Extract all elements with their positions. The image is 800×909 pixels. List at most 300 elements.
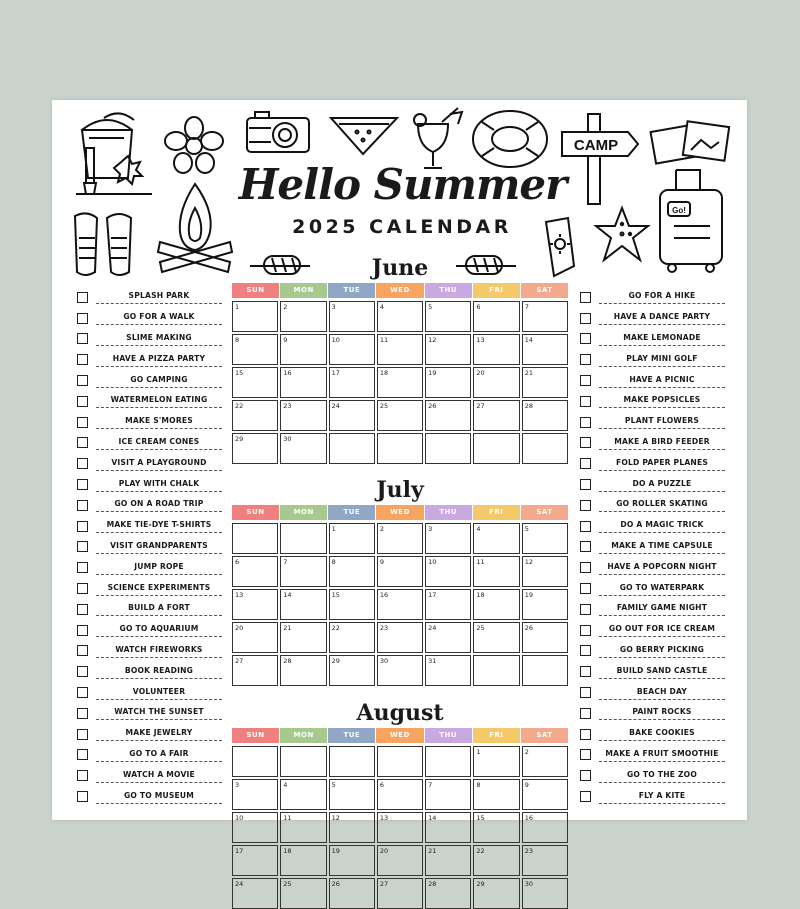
day-number: 26 xyxy=(331,880,340,888)
weekday-label: TUE xyxy=(328,283,375,298)
month-july xyxy=(232,475,568,686)
day-cell[interactable] xyxy=(232,746,278,777)
day-number: 13 xyxy=(235,591,244,599)
day-cell[interactable] xyxy=(232,433,278,464)
day-number: 2 xyxy=(283,303,288,311)
day-cell[interactable] xyxy=(377,878,423,909)
right-activity-checklist xyxy=(580,287,725,807)
checklist-label: BUILD A FORT xyxy=(96,602,222,616)
day-cell[interactable] xyxy=(329,746,375,777)
checkbox[interactable] xyxy=(77,458,88,469)
checklist-label: GO FOR A HIKE xyxy=(599,290,725,304)
day-cell[interactable] xyxy=(473,622,519,653)
day-number: 22 xyxy=(235,402,244,410)
checklist-label: FLY A KITE xyxy=(599,790,725,804)
checklist-label: GO OUT FOR ICE CREAM xyxy=(599,623,725,637)
day-cell[interactable] xyxy=(377,523,423,554)
checkbox[interactable] xyxy=(580,583,591,594)
day-cell[interactable] xyxy=(473,655,519,686)
day-number: 28 xyxy=(283,657,292,665)
checklist-label: SLIME MAKING xyxy=(96,332,222,346)
day-number: 6 xyxy=(379,781,384,789)
checkbox[interactable] xyxy=(77,729,88,740)
checkbox[interactable] xyxy=(580,396,591,407)
day-cell[interactable] xyxy=(522,746,568,777)
checkbox[interactable] xyxy=(580,687,591,698)
day-cell[interactable] xyxy=(522,622,568,653)
checkbox[interactable] xyxy=(77,437,88,448)
day-number: 16 xyxy=(379,591,389,599)
day-cell[interactable] xyxy=(473,433,519,464)
checkbox[interactable] xyxy=(580,749,591,760)
day-number: 5 xyxy=(524,525,529,533)
weekday-label: WED xyxy=(376,728,423,743)
checklist-label: WATCH A MOVIE xyxy=(96,769,222,783)
day-cell[interactable] xyxy=(377,746,423,777)
day-cell[interactable] xyxy=(280,433,326,464)
day-number: 4 xyxy=(283,781,288,789)
weekday-label: TUE xyxy=(328,728,375,743)
day-number: 29 xyxy=(476,880,485,888)
checkbox[interactable] xyxy=(77,749,88,760)
day-cell[interactable] xyxy=(377,301,423,332)
day-cell[interactable] xyxy=(280,622,326,653)
day-cell[interactable] xyxy=(377,589,423,620)
day-number: 25 xyxy=(476,624,485,632)
checklist-label: ICE CREAM CONES xyxy=(96,436,222,450)
day-cell[interactable] xyxy=(473,746,519,777)
day-cell[interactable] xyxy=(473,400,519,431)
checkbox[interactable] xyxy=(77,396,88,407)
checklist-label: MAKE POPSICLES xyxy=(599,394,725,408)
day-cell[interactable] xyxy=(280,845,326,876)
checklist-item xyxy=(580,578,725,599)
day-cell[interactable] xyxy=(425,400,471,431)
checkbox[interactable] xyxy=(77,417,88,428)
day-cell[interactable] xyxy=(232,845,278,876)
checkbox[interactable] xyxy=(580,417,591,428)
day-cell[interactable] xyxy=(377,812,423,843)
checkbox[interactable] xyxy=(77,479,88,490)
checklist-label: SCIENCE EXPERIMENTS xyxy=(96,582,222,596)
day-number: 26 xyxy=(428,402,437,410)
day-number: 1 xyxy=(476,748,481,756)
day-cell[interactable] xyxy=(473,367,519,398)
day-number: 19 xyxy=(428,369,437,377)
day-number: 11 xyxy=(379,336,389,344)
checklist-item xyxy=(77,495,222,516)
checklist-label: BOOK READING xyxy=(96,665,222,679)
day-number: 4 xyxy=(379,303,384,311)
weekday-label: THU xyxy=(425,728,472,743)
day-cell[interactable] xyxy=(377,845,423,876)
day-cell[interactable] xyxy=(280,746,326,777)
day-number: 26 xyxy=(524,624,533,632)
checklist-item xyxy=(77,786,222,807)
day-cell[interactable] xyxy=(232,367,278,398)
weekday-label: FRI xyxy=(473,505,520,520)
day-cell[interactable] xyxy=(522,655,568,686)
day-cell[interactable] xyxy=(280,878,326,909)
day-cell[interactable] xyxy=(329,400,375,431)
day-number: 9 xyxy=(283,336,288,344)
checkbox[interactable] xyxy=(77,604,88,615)
checklist-item xyxy=(580,703,725,724)
day-cell[interactable] xyxy=(522,367,568,398)
day-number: 21 xyxy=(283,624,292,632)
day-number: 29 xyxy=(331,657,340,665)
checkbox[interactable] xyxy=(580,313,591,324)
day-cell[interactable] xyxy=(329,334,375,365)
day-number: 30 xyxy=(283,435,292,443)
day-cell[interactable] xyxy=(280,367,326,398)
day-cell[interactable] xyxy=(377,367,423,398)
checklist-label: MAKE TIE-DYE T-SHIRTS xyxy=(96,519,222,533)
day-cell[interactable] xyxy=(522,523,568,554)
checklist-label: GO BERRY PICKING xyxy=(599,644,725,658)
day-cell[interactable] xyxy=(473,845,519,876)
checklist-item xyxy=(580,329,725,350)
checklist-label: WATCH THE SUNSET xyxy=(96,706,222,720)
checkbox[interactable] xyxy=(77,562,88,573)
checklist-label: FOLD PAPER PLANES xyxy=(599,457,725,471)
day-number: 8 xyxy=(331,558,336,566)
checkbox[interactable] xyxy=(77,375,88,386)
day-cell[interactable] xyxy=(425,878,471,909)
checkbox[interactable] xyxy=(580,375,591,386)
day-number: 20 xyxy=(235,624,244,632)
day-cell[interactable] xyxy=(377,655,423,686)
checklist-item xyxy=(580,661,725,682)
day-number: 25 xyxy=(379,402,389,410)
checkbox[interactable] xyxy=(580,625,591,636)
day-cell[interactable] xyxy=(280,655,326,686)
day-number: 17 xyxy=(331,369,340,377)
checkbox[interactable] xyxy=(580,604,591,615)
day-number: 10 xyxy=(428,558,437,566)
checkbox[interactable] xyxy=(580,645,591,656)
checkbox[interactable] xyxy=(580,562,591,573)
checklist-item xyxy=(77,724,222,745)
checklist-item xyxy=(77,412,222,433)
day-cell[interactable] xyxy=(473,334,519,365)
page-title: Hello Summer xyxy=(238,160,567,209)
checkbox[interactable] xyxy=(580,521,591,532)
day-number: 1 xyxy=(235,303,240,311)
weekday-label: TUE xyxy=(328,505,375,520)
day-cell[interactable] xyxy=(329,878,375,909)
checkbox[interactable] xyxy=(77,625,88,636)
day-cell[interactable] xyxy=(473,523,519,554)
checkbox[interactable] xyxy=(580,708,591,719)
day-number: 30 xyxy=(524,880,533,888)
checklist-item xyxy=(580,557,725,578)
watermelon-icon xyxy=(327,112,401,156)
camera-icon xyxy=(245,110,311,154)
day-cell[interactable] xyxy=(425,746,471,777)
checklist-item xyxy=(77,329,222,350)
checkbox[interactable] xyxy=(77,708,88,719)
checklist-label: MAKE A BIRD FEEDER xyxy=(599,436,725,450)
weekday-label: MON xyxy=(280,283,327,298)
checklist-item xyxy=(580,537,725,558)
weekday-label: FRI xyxy=(473,728,520,743)
day-cell[interactable] xyxy=(522,779,568,810)
checklist-item xyxy=(77,578,222,599)
day-number: 6 xyxy=(235,558,240,566)
day-cell[interactable] xyxy=(329,523,375,554)
checkbox[interactable] xyxy=(77,333,88,344)
day-number: 19 xyxy=(524,591,533,599)
day-number: 21 xyxy=(428,847,437,855)
day-number: 18 xyxy=(476,591,485,599)
checklist-label: VISIT GRANDPARENTS xyxy=(96,540,222,554)
day-number: 3 xyxy=(428,525,433,533)
checklist-item xyxy=(580,287,725,308)
checkbox[interactable] xyxy=(580,458,591,469)
checkbox[interactable] xyxy=(77,354,88,365)
day-number: 12 xyxy=(331,814,340,822)
checklist-label: VOLUNTEER xyxy=(96,686,222,700)
day-grid xyxy=(232,523,568,686)
day-cell[interactable] xyxy=(425,589,471,620)
day-cell[interactable] xyxy=(232,589,278,620)
day-cell[interactable] xyxy=(232,301,278,332)
day-cell[interactable] xyxy=(522,589,568,620)
checklist-item xyxy=(580,433,725,454)
day-cell[interactable] xyxy=(522,433,568,464)
day-cell[interactable] xyxy=(232,878,278,909)
day-number: 10 xyxy=(331,336,340,344)
day-cell[interactable] xyxy=(425,779,471,810)
day-cell[interactable] xyxy=(522,845,568,876)
day-number: 10 xyxy=(235,814,244,822)
day-number: 2 xyxy=(524,748,529,756)
checkbox[interactable] xyxy=(580,437,591,448)
day-cell[interactable] xyxy=(280,400,326,431)
checkbox[interactable] xyxy=(580,791,591,802)
day-cell[interactable] xyxy=(232,334,278,365)
checklist-item xyxy=(77,557,222,578)
day-number: 25 xyxy=(283,880,292,888)
checklist-label: MAKE JEWELRY xyxy=(96,727,222,741)
checkbox[interactable] xyxy=(580,541,591,552)
day-cell[interactable] xyxy=(329,655,375,686)
day-number: 15 xyxy=(331,591,340,599)
checklist-item xyxy=(580,370,725,391)
day-cell[interactable] xyxy=(425,301,471,332)
checklist-label: PLANT FLOWERS xyxy=(599,415,725,429)
checklist-item xyxy=(77,703,222,724)
month-august xyxy=(232,698,568,909)
day-cell[interactable] xyxy=(232,779,278,810)
weekday-label: SUN xyxy=(232,283,279,298)
day-cell[interactable] xyxy=(425,812,471,843)
checklist-label: BAKE COOKIES xyxy=(599,727,725,741)
day-number: 17 xyxy=(235,847,244,855)
day-cell[interactable] xyxy=(473,779,519,810)
day-cell[interactable] xyxy=(425,334,471,365)
checklist-item xyxy=(580,308,725,329)
day-number: 31 xyxy=(428,657,437,665)
day-cell[interactable] xyxy=(425,655,471,686)
checkbox[interactable] xyxy=(580,292,591,303)
day-number: 7 xyxy=(283,558,288,566)
day-cell[interactable] xyxy=(377,334,423,365)
day-cell[interactable] xyxy=(232,622,278,653)
day-cell[interactable] xyxy=(522,878,568,909)
day-cell[interactable] xyxy=(425,367,471,398)
checklist-item xyxy=(77,391,222,412)
checklist-item xyxy=(77,349,222,370)
day-number: 17 xyxy=(428,591,437,599)
day-cell[interactable] xyxy=(522,334,568,365)
day-cell[interactable] xyxy=(329,589,375,620)
checklist-item xyxy=(580,682,725,703)
day-number: 5 xyxy=(331,781,336,789)
checkbox[interactable] xyxy=(77,313,88,324)
checkbox[interactable] xyxy=(580,333,591,344)
checklist-label: HAVE A PICNIC xyxy=(599,374,725,388)
day-cell[interactable] xyxy=(329,367,375,398)
left-activity-checklist xyxy=(77,287,222,807)
luggage-icon xyxy=(654,166,730,274)
checkbox[interactable] xyxy=(580,354,591,365)
day-cell[interactable] xyxy=(329,812,375,843)
day-cell[interactable] xyxy=(473,589,519,620)
checklist-label: HAVE A POPCORN NIGHT xyxy=(599,561,725,575)
day-cell[interactable] xyxy=(280,556,326,587)
weekday-label: THU xyxy=(425,505,472,520)
day-number: 24 xyxy=(235,880,244,888)
day-cell[interactable] xyxy=(473,301,519,332)
calendar-page xyxy=(52,100,747,888)
day-cell[interactable] xyxy=(280,334,326,365)
checklist-item xyxy=(580,620,725,641)
day-cell[interactable] xyxy=(329,845,375,876)
day-cell[interactable] xyxy=(425,622,471,653)
month-name: July xyxy=(376,477,424,503)
day-cell[interactable] xyxy=(425,845,471,876)
checklist-item xyxy=(580,495,725,516)
day-number: 1 xyxy=(331,525,336,533)
day-cell[interactable] xyxy=(329,556,375,587)
checklist-label: MAKE A TIME CAPSULE xyxy=(599,540,725,554)
checklist-label: MAKE S'MORES xyxy=(96,415,222,429)
day-cell[interactable] xyxy=(473,556,519,587)
weekday-label: SUN xyxy=(232,728,279,743)
day-number: 7 xyxy=(524,303,529,311)
day-number: 16 xyxy=(524,814,533,822)
day-cell[interactable] xyxy=(232,655,278,686)
day-grid xyxy=(232,301,568,464)
day-cell[interactable] xyxy=(425,433,471,464)
checklist-item xyxy=(77,765,222,786)
checkbox[interactable] xyxy=(77,583,88,594)
checkbox[interactable] xyxy=(580,729,591,740)
day-cell[interactable] xyxy=(473,878,519,909)
weekday-label: THU xyxy=(425,283,472,298)
checklist-item xyxy=(77,474,222,495)
checklist-label: DO A MAGIC TRICK xyxy=(599,519,725,533)
checkbox[interactable] xyxy=(77,687,88,698)
day-cell[interactable] xyxy=(329,779,375,810)
checklist-label: BEACH DAY xyxy=(599,686,725,700)
checkbox[interactable] xyxy=(77,541,88,552)
day-cell[interactable] xyxy=(377,779,423,810)
day-cell[interactable] xyxy=(280,779,326,810)
day-number: 3 xyxy=(235,781,240,789)
checkbox[interactable] xyxy=(77,770,88,781)
checklist-item xyxy=(580,745,725,766)
weekday-header xyxy=(232,728,568,743)
day-number: 2 xyxy=(379,525,384,533)
day-cell[interactable] xyxy=(329,433,375,464)
day-cell[interactable] xyxy=(425,556,471,587)
day-number: 20 xyxy=(379,847,389,855)
day-cell[interactable] xyxy=(280,523,326,554)
day-cell[interactable] xyxy=(329,622,375,653)
day-cell[interactable] xyxy=(232,812,278,843)
checkbox[interactable] xyxy=(77,666,88,677)
starfish-icon xyxy=(592,204,652,266)
day-cell[interactable] xyxy=(280,589,326,620)
day-number: 23 xyxy=(283,402,292,410)
day-cell[interactable] xyxy=(232,400,278,431)
day-cell[interactable] xyxy=(473,812,519,843)
day-number: 3 xyxy=(331,303,336,311)
weekday-label: SUN xyxy=(232,505,279,520)
day-cell[interactable] xyxy=(280,301,326,332)
checklist-item xyxy=(580,391,725,412)
checklist-item xyxy=(580,453,725,474)
day-number: 24 xyxy=(331,402,340,410)
day-number: 27 xyxy=(476,402,485,410)
checklist-item xyxy=(580,516,725,537)
checklist-label: GO TO THE ZOO xyxy=(599,769,725,783)
day-grid xyxy=(232,746,568,909)
checkbox[interactable] xyxy=(580,500,591,511)
checklist-label: HAVE A PIZZA PARTY xyxy=(96,353,222,367)
day-cell[interactable] xyxy=(280,812,326,843)
month-june xyxy=(232,253,568,464)
checkbox[interactable] xyxy=(580,666,591,677)
checkbox[interactable] xyxy=(580,770,591,781)
day-cell[interactable] xyxy=(377,556,423,587)
day-number: 28 xyxy=(524,402,533,410)
checkbox[interactable] xyxy=(77,791,88,802)
day-number: 15 xyxy=(476,814,485,822)
day-cell[interactable] xyxy=(232,556,278,587)
svg-text:CAMP: CAMP xyxy=(573,137,619,154)
checkbox[interactable] xyxy=(77,292,88,303)
day-cell[interactable] xyxy=(522,400,568,431)
day-cell[interactable] xyxy=(522,301,568,332)
checkbox[interactable] xyxy=(580,479,591,490)
day-cell[interactable] xyxy=(329,301,375,332)
day-cell[interactable] xyxy=(522,556,568,587)
day-number: 27 xyxy=(235,657,244,665)
checkbox[interactable] xyxy=(77,521,88,532)
checkbox[interactable] xyxy=(77,500,88,511)
day-cell[interactable] xyxy=(377,400,423,431)
day-cell[interactable] xyxy=(377,622,423,653)
day-cell[interactable] xyxy=(522,812,568,843)
day-cell[interactable] xyxy=(377,433,423,464)
day-cell[interactable] xyxy=(232,523,278,554)
day-cell[interactable] xyxy=(425,523,471,554)
checkbox[interactable] xyxy=(77,645,88,656)
